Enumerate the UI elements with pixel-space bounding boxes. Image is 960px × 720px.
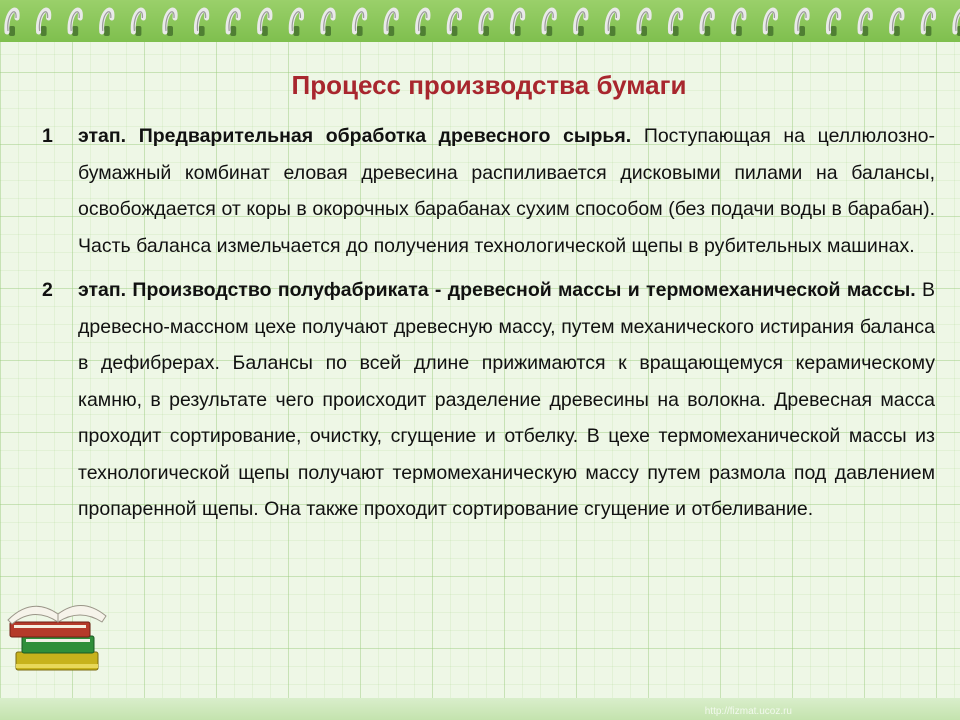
spiral-hole xyxy=(767,26,773,36)
stage-number: 1 xyxy=(42,125,53,147)
spiral-hole xyxy=(831,26,837,36)
spiral-hole xyxy=(894,26,900,36)
spiral-hole xyxy=(862,26,868,36)
paragraph-stage-2 xyxy=(42,272,935,528)
spiral-hole xyxy=(293,26,299,36)
spiral-hole xyxy=(167,26,173,36)
notebook-bottom-band xyxy=(0,698,960,720)
spiral-hole xyxy=(388,26,394,36)
stage-number: 2 xyxy=(42,279,53,301)
spiral-hole xyxy=(104,26,110,36)
spiral-hole xyxy=(135,26,141,36)
spiral-hole xyxy=(9,26,15,36)
paragraph-body xyxy=(78,272,935,528)
paragraph-stage-1 xyxy=(42,118,935,264)
slide-title: Процесс производства бумаги xyxy=(291,70,687,100)
stage-text: В древесно-массном цехе получают древесную массу, путем механического истирания баланса в дефибрерах. Балансы по всей длине прижимаются к вращающемуся керамическому камню, в результате чего происходит разделение древесины на волокна. Древесная масса проходит сортирование, очистку, сгущение и отбелку. В цехе термомеханической массы из технологической щепы получают термомеханическую массу путем размола под давлением пропаренной щепы. Она также проходит сортирование сгущение и отбеливание. xyxy=(78,279,935,520)
spiral-hole xyxy=(736,26,742,36)
spiral-hole xyxy=(515,26,521,36)
spiral-hole xyxy=(546,26,552,36)
spiral-hole xyxy=(325,26,331,36)
stage-text: Поступающая на целлюлозно-бумажный комбинат еловая древесина распиливается дисковыми пилами на балансы, освобождается от коры в окорочных барабанах сухим способом (без подачи воды в барабан). Часть баланса измельчается до получения технологической щепы в рубительных машинах. xyxy=(78,125,936,257)
spiral-hole xyxy=(704,26,710,36)
spiral-hole xyxy=(72,26,78,36)
spiral-hole xyxy=(41,26,47,36)
slide-content xyxy=(42,118,935,528)
spiral-hole xyxy=(420,26,426,36)
spiral-hole xyxy=(199,26,205,36)
spiral-hole xyxy=(925,26,931,36)
watermark: http://fizmat.ucoz.ru xyxy=(704,706,792,717)
spiral-binding-icon xyxy=(0,0,960,48)
spiral-hole xyxy=(230,26,236,36)
spiral-hole xyxy=(609,26,615,36)
spiral-hole xyxy=(262,26,268,36)
spiral-hole xyxy=(483,26,489,36)
spiral-hole xyxy=(451,26,457,36)
stage-heading: этап. Предварительная обработка древесного сырья. xyxy=(78,125,632,147)
paragraph-body xyxy=(78,118,935,264)
spiral-hole xyxy=(799,26,805,36)
spiral-hole xyxy=(673,26,679,36)
spiral-hole xyxy=(641,26,647,36)
books-icon xyxy=(2,578,114,678)
spiral-hole xyxy=(357,26,363,36)
stage-heading: этап. Производство полуфабриката - древесной массы и термомеханической массы. xyxy=(78,279,916,301)
spiral-hole xyxy=(578,26,584,36)
